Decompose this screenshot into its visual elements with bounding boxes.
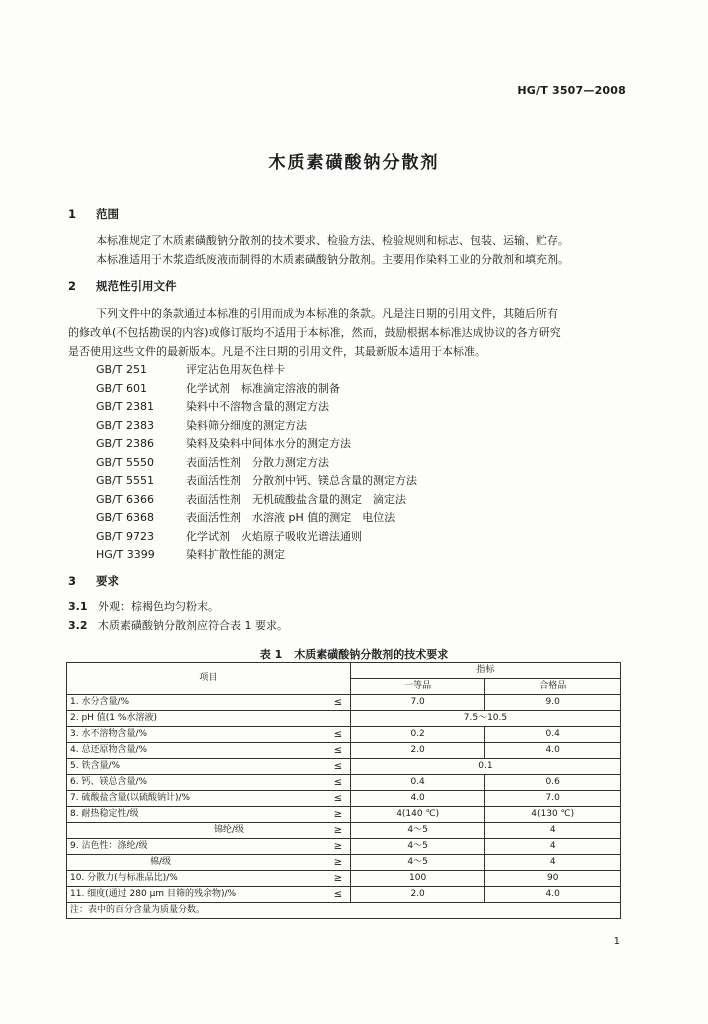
section-title: 范围 [96, 207, 119, 221]
reference-list [96, 361, 417, 565]
reference-title: 表面活性剂 分散剂中钙、镁总含量的测定方法 [186, 474, 417, 487]
reference-item [96, 546, 417, 565]
table-row [67, 759, 621, 775]
reference-code: GB/T 2383 [96, 418, 154, 432]
section-1-heading [68, 206, 119, 222]
row-qualified: 0.4 [485, 727, 621, 743]
table-note-row [67, 903, 621, 919]
table-caption-number: 表 1 [259, 648, 283, 661]
reference-item [96, 528, 417, 547]
reference-item [96, 398, 417, 417]
row-first-grade: 100 [350, 871, 485, 887]
standard-code: HG/T 3507—2008 [517, 84, 626, 97]
paragraph: 本标准规定了木质素磺酸钠分散剂的技术要求、检验方法、检验规则和标志、包装、运输、贮存。 [96, 234, 569, 247]
row-item: 10. 分散力(与标准品比)/% [67, 871, 327, 887]
reference-title: 表面活性剂 水溶液 pH 值的测定 电位法 [186, 511, 396, 524]
row-item: 4. 总还原物含量/% [67, 743, 327, 759]
section-3-heading [68, 573, 119, 589]
table-row [67, 887, 621, 903]
row-qualified: 4(130 ℃) [485, 807, 621, 823]
row-qualified: 4 [485, 823, 621, 839]
reference-code: GB/T 6366 [96, 492, 154, 506]
row-first-grade: 4～5 [350, 823, 485, 839]
row-qualified: 7.0 [485, 791, 621, 807]
table-row [67, 807, 621, 823]
reference-code: HG/T 3399 [96, 548, 155, 561]
table-row [67, 695, 621, 711]
section-2-heading [68, 278, 177, 294]
header-qualified: 合格品 [485, 679, 621, 695]
header-index: 指标 [350, 663, 620, 679]
reference-item [96, 509, 417, 528]
row-symbol: ≥ [326, 839, 350, 855]
reference-code: GB/T 6368 [96, 511, 154, 524]
paragraph: 的修改单(不包括勘误的内容)或修订版均不适用于本标准，然而，鼓励根据本标准达成协议的各方研究 [68, 326, 561, 339]
reference-title: 化学试剂 火焰原子吸收光谱法通则 [186, 529, 362, 543]
section-number: 1 [68, 207, 77, 221]
table-header-row [67, 663, 621, 679]
row-merged-value: 0.1 [350, 759, 620, 775]
clause-number: 3.1 [68, 600, 88, 613]
row-symbol: ≤ [326, 887, 350, 903]
row-item: 3. 水不溶物含量/% [67, 727, 327, 743]
page-number: 1 [613, 936, 620, 947]
row-qualified: 90 [485, 871, 621, 887]
stain-sub-label: 棉/级 [150, 857, 172, 867]
row-first-grade: 4～5 [350, 839, 485, 855]
table-row [67, 823, 621, 839]
row-first-grade: 0.2 [350, 727, 485, 743]
section-number: 2 [68, 279, 77, 293]
table-caption-title: 木质素磺酸钠分散剂的技术要求 [294, 648, 449, 661]
reference-item [96, 417, 417, 436]
reference-code: GB/T 601 [96, 381, 147, 395]
row-item: 5. 铁含量/% [67, 759, 327, 775]
row-first-grade: 2.0 [350, 887, 485, 903]
header-item: 项目 [67, 663, 351, 695]
reference-item [96, 454, 417, 473]
reference-item [96, 361, 417, 380]
reference-code: GB/T 9723 [96, 529, 154, 543]
reference-title: 染料筛分细度的测定方法 [186, 418, 307, 432]
clause-number: 3.2 [68, 619, 88, 632]
row-item: 6. 钙、镁总含量/% [67, 775, 327, 791]
row-qualified: 9.0 [485, 695, 621, 711]
row-qualified: 4 [485, 839, 621, 855]
section-number: 3 [68, 574, 77, 588]
table-row [67, 871, 621, 887]
row-symbol: ≥ [326, 823, 350, 839]
row-item-stain [67, 839, 327, 855]
stain-sub-label: 锦纶/级 [214, 825, 245, 835]
row-qualified: 4.0 [485, 743, 621, 759]
row-item: 1. 水分含量/% [67, 695, 327, 711]
row-first-grade: 7.0 [350, 695, 485, 711]
reference-item [96, 491, 417, 510]
clause-text: 外观：棕褐色均匀粉末。 [98, 600, 219, 613]
table-note: 注：表中的百分含量为质量分数。 [67, 903, 621, 919]
section-title: 规范性引用文件 [96, 279, 177, 293]
clause-text: 木质素磺酸钠分散剂应符合表 1 要求。 [98, 619, 288, 632]
paragraph: 下列文件中的条款通过本标准的引用而成为本标准的条款。凡是注日期的引用文件，其随后所有 [96, 307, 558, 320]
row-symbol: ≥ [326, 871, 350, 887]
reference-title: 染料中不溶物含量的测定方法 [186, 400, 329, 413]
row-first-grade: 0.4 [350, 775, 485, 791]
row-symbol: ≤ [326, 727, 350, 743]
reference-code: GB/T 251 [96, 363, 147, 376]
requirements-table [66, 662, 621, 919]
table-row [67, 775, 621, 791]
table-row [67, 791, 621, 807]
row-first-grade: 2.0 [350, 743, 485, 759]
reference-title: 化学试剂 标准滴定溶液的制备 [186, 381, 340, 395]
reference-item [96, 435, 417, 454]
row-item: 2. pH 值(1 %水溶液) [67, 711, 327, 727]
row-symbol: ≤ [326, 791, 350, 807]
reference-item [96, 472, 417, 491]
reference-code: GB/T 5550 [96, 455, 154, 469]
paragraph: 是否使用这些文件的最新版本。凡是不注日期的引用文件，其最新版本适用于本标准。 [68, 345, 486, 358]
row-symbol: ≤ [326, 759, 350, 775]
row-symbol [326, 711, 350, 727]
row-qualified: 4 [485, 855, 621, 871]
table-row [67, 855, 621, 871]
reference-title: 染料扩散性能的测定 [186, 548, 285, 561]
reference-code: GB/T 2386 [96, 437, 154, 450]
row-merged-value: 7.5～10.5 [350, 711, 620, 727]
header-first-grade: 一等品 [350, 679, 485, 695]
row-symbol: ≥ [326, 807, 350, 823]
table-row [67, 743, 621, 759]
reference-code: GB/T 2381 [96, 400, 154, 413]
row-first-grade: 4(140 ℃) [350, 807, 485, 823]
row-item-stain [67, 855, 327, 871]
table-row [67, 711, 621, 727]
reference-title: 评定沾色用灰色样卡 [186, 363, 285, 376]
reference-item [96, 380, 417, 399]
table-row [67, 727, 621, 743]
row-symbol: ≥ [326, 855, 350, 871]
row-qualified: 0.6 [485, 775, 621, 791]
reference-title: 染料及染料中间体水分的测定方法 [186, 437, 351, 450]
stain-label: 9. 沾色性： [70, 841, 118, 851]
row-item-stain [67, 823, 327, 839]
clause-3-2 [68, 617, 288, 635]
paragraph: 本标准适用于木浆造纸废液而制得的木质素磺酸钠分散剂。主要用作染料工业的分散剂和填充剂。 [96, 253, 569, 266]
section-title: 要求 [96, 574, 119, 588]
row-qualified: 4.0 [485, 887, 621, 903]
row-item: 11. 细度(通过 280 μm 目筛的残余物)/% [67, 887, 327, 903]
reference-code: GB/T 5551 [96, 474, 154, 487]
row-item: 7. 硫酸盐含量(以硫酸钠计)/% [67, 791, 327, 807]
reference-title: 表面活性剂 分散力测定方法 [186, 455, 329, 469]
document-title: 木质素磺酸钠分散剂 [268, 153, 440, 173]
reference-title: 表面活性剂 无机硫酸盐含量的测定 滴定法 [186, 492, 406, 506]
clause-3-1 [68, 598, 219, 616]
table-caption [0, 646, 708, 662]
row-symbol: ≤ [326, 743, 350, 759]
row-item: 8. 耐热稳定性/级 [67, 807, 327, 823]
row-first-grade: 4.0 [350, 791, 485, 807]
row-first-grade: 4～5 [350, 855, 485, 871]
row-symbol: ≤ [326, 775, 350, 791]
row-symbol: ≤ [326, 695, 350, 711]
table-row [67, 839, 621, 855]
stain-sub-label: 涤纶/级 [117, 841, 148, 851]
